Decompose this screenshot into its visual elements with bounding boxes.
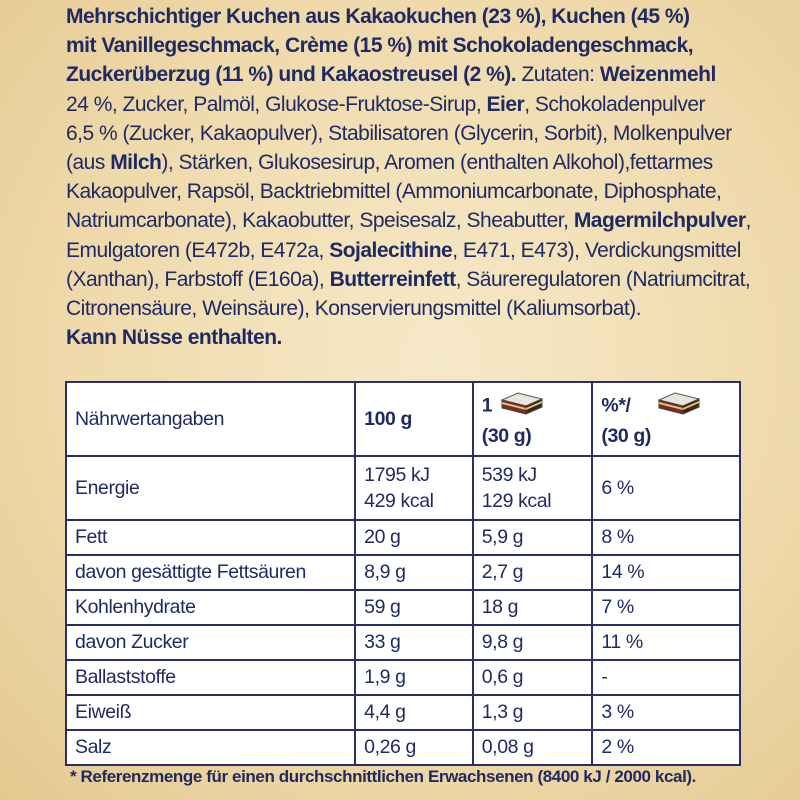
table-row	[66, 695, 740, 730]
table-row-energie	[66, 456, 740, 520]
row-portion: 18 g	[473, 590, 593, 625]
header-portion-line1	[482, 390, 584, 423]
energy-kj-100: 1795 kJ	[364, 464, 430, 486]
allergen-weizenmehl: Weizenmehl	[599, 63, 716, 87]
energy-kj-portion: 539 kJ	[481, 464, 537, 486]
row-100g: 0,26 g	[355, 730, 473, 765]
header-100g: 100 g	[355, 382, 473, 456]
row-100g: 8,9 g	[355, 555, 473, 590]
ingredients-plain: Citronensäure, Weinsäure), Konservierungsmittel (Kaliumsorbat).	[66, 297, 642, 321]
row-portion: 9,8 g	[473, 625, 593, 660]
table-row	[66, 730, 740, 765]
ingredients-line	[66, 236, 756, 265]
ingredients-plain: (Xanthan), Farbstoff (E160a),	[66, 267, 330, 291]
nutrition-table	[65, 381, 741, 766]
ingredients-plain: 6,5 % (Zucker, Kakaopulver), Stabilisatoren (Glycerin, Sorbit), Molkenpulver	[66, 121, 732, 145]
header-percent-weight: (30 g)	[601, 424, 651, 447]
ingredients-line	[66, 177, 756, 206]
header-portion	[473, 382, 593, 456]
ingredients-text	[66, 2, 756, 352]
row-label: Eiweiß	[66, 695, 355, 730]
allergen-eier: Eier	[486, 92, 525, 116]
row-label: Salz	[66, 730, 355, 765]
row-portion: 0,08 g	[473, 730, 593, 765]
ingredients-line	[66, 148, 756, 177]
allergen-magermilchpulver: Magermilchpulver	[573, 209, 746, 233]
ingredients-bold: mit Vanillegeschmack, Crème (15 %) mit Schokoladengeschmack,	[66, 34, 694, 58]
energy-kcal-100: 429 kcal	[364, 490, 434, 512]
ingredients-plain: ,	[745, 209, 751, 233]
ingredients-line	[66, 2, 756, 31]
row-label: Fett	[66, 520, 355, 555]
row-100g: 33 g	[355, 625, 473, 660]
header-percent-line1	[601, 390, 731, 423]
row-label: Ballaststoffe	[66, 660, 355, 695]
ingredients-plain: 24 %, Zucker, Palmöl, Glukose-Fruktose-Sirup,	[66, 92, 487, 116]
footnote: * Referenzmenge für einen durchschnittlichen Erwachsenen (8400 kJ / 2000 kcal).	[70, 767, 696, 786]
ingredients-plain: Kakaopulver, Rapsöl, Backtriebmittel (Ammoniumcarbonate, Diphosphate,	[66, 180, 722, 204]
allergy-warning: Kann Nüsse enthalten.	[66, 326, 282, 350]
header-percent	[592, 382, 740, 456]
row-100g: 20 g	[355, 520, 473, 555]
row-percent: -	[592, 660, 740, 695]
ingredients-bold: Zuckerüberzug (11 %) und Kakaostreusel (2 %).	[66, 63, 517, 87]
table-row	[66, 625, 740, 660]
ingredients-plain: Zutaten:	[516, 63, 600, 87]
row-percent: 7 %	[592, 590, 740, 625]
allergen-sojalecithine: Sojalecithine	[329, 238, 453, 262]
ingredients-plain: Emulgatoren (E472b, E472a,	[66, 238, 330, 262]
row-percent: 8 %	[592, 520, 740, 555]
header-percent-prefix: %*/	[601, 394, 631, 417]
ingredients-plain: (aus	[66, 151, 111, 175]
row-percent: 3 %	[592, 695, 740, 730]
ingredients-plain: , Säureregulatoren (Natriumcitrat,	[455, 267, 751, 291]
ingredients-plain: Natriumcarbonate), Kakaobutter, Speisesalz, Sheabutter,	[66, 209, 574, 233]
table-row	[66, 590, 740, 625]
ingredients-plain: , Schokoladenpulver	[524, 92, 705, 116]
energy-portion	[473, 456, 593, 520]
row-percent: 2 %	[592, 730, 740, 765]
row-label: davon Zucker	[66, 625, 355, 660]
allergen-milch: Milch	[110, 151, 162, 175]
row-portion: 0,6 g	[473, 660, 593, 695]
row-label: Kohlenhydrate	[66, 590, 355, 625]
ingredients-line	[66, 60, 756, 89]
ingredients-line	[66, 119, 756, 148]
row-percent: 11 %	[592, 625, 740, 660]
row-portion: 1,3 g	[473, 695, 593, 730]
ingredients-bold: Mehrschichtiger Kuchen aus Kakaokuchen (23 %), Kuchen (45 %)	[66, 5, 690, 28]
row-portion: 2,7 g	[473, 555, 593, 590]
table-header-row	[66, 382, 740, 456]
cake-slice-icon	[653, 390, 703, 423]
cake-slice-icon	[496, 390, 546, 423]
header-portion-weight: (30 g)	[481, 424, 532, 447]
row-portion: 5,9 g	[473, 520, 593, 555]
energy-100g	[355, 456, 473, 520]
header-portion-prefix: 1	[481, 394, 493, 417]
ingredients-line	[66, 206, 756, 235]
table-row	[66, 520, 740, 555]
ingredients-line	[66, 294, 756, 323]
row-label: davon gesättigte Fettsäuren	[66, 555, 355, 590]
row-label: Energie	[66, 456, 355, 520]
ingredients-line	[66, 31, 756, 60]
row-percent: 14 %	[592, 555, 740, 590]
row-100g: 4,4 g	[355, 695, 473, 730]
table-row	[66, 555, 740, 590]
ingredients-plain: , E471, E473), Verdickungsmittel	[452, 238, 741, 262]
energy-percent: 6 %	[592, 456, 740, 520]
ingredients-line	[66, 90, 756, 119]
table-row	[66, 660, 740, 695]
row-100g: 1,9 g	[355, 660, 473, 695]
ingredients-line	[66, 265, 756, 294]
header-label: Nährwertangaben	[66, 382, 355, 456]
row-100g: 59 g	[355, 590, 473, 625]
energy-kcal-portion: 129 kcal	[481, 490, 552, 512]
allergen-butterreinfett: Butterreinfett	[329, 267, 456, 291]
ingredients-plain: ), Stärken, Glukosesirup, Aromen (enthalten Alkohol),fettarmes	[161, 151, 713, 175]
